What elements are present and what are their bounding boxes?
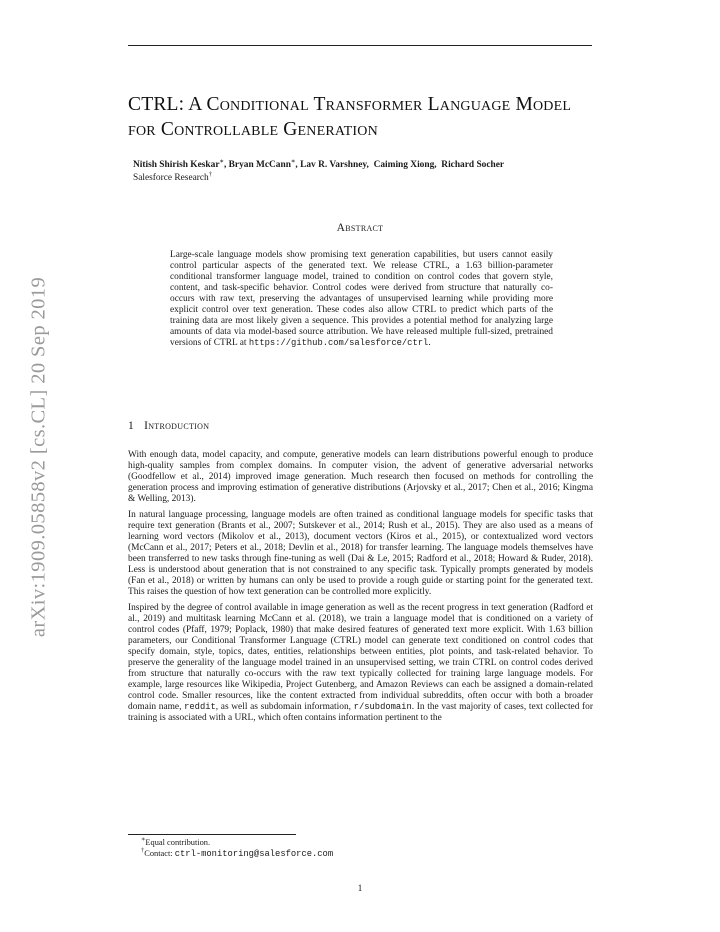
page-number: 1 bbox=[357, 884, 363, 894]
footnote-equal-contribution bbox=[141, 838, 333, 849]
affiliation-name: Salesforce Research bbox=[133, 173, 209, 183]
top-rule bbox=[128, 45, 592, 46]
paragraph-1: With enough data, model capacity, and compute, generative models can learn distributions powerful enough to produce high-quality samples from complex domains. In computer vision, the advent of generative adversarial networks (Goodfellow et al., 2014) improved image generation. Much research then focused on methods for controlling the generation process and improving estimation of generative distributions (Arjovsky et al., 2017; Chen et al., 2016; Kingma & Welling, 2013). bbox=[128, 450, 593, 504]
footnote-mark: ∗ bbox=[141, 836, 146, 844]
repo-link[interactable]: https://github.com/salesforce/ctrl bbox=[248, 338, 429, 348]
paragraph-3-part-b: , as well as subdomain information, bbox=[215, 702, 351, 712]
paragraph-3 bbox=[128, 603, 593, 724]
footnote-mark: † bbox=[141, 846, 145, 854]
author-name: Lav R. Varshney bbox=[300, 160, 367, 170]
paragraph-3-part-c: . In the vast majority of cases, text collected for training is associated with a URL, which often contains information pertinent to the bbox=[128, 702, 593, 723]
section-number: 1 bbox=[128, 420, 135, 432]
author-mark: ∗ bbox=[290, 157, 296, 165]
footnote-rule bbox=[128, 834, 296, 835]
section-heading bbox=[128, 420, 209, 432]
abstract-text: Large-scale language models show promising text generation capabilities, but users cannot easily control particular aspects of the generated text. We release CTRL, a 1.63 billion-parameter conditional transformer language model, trained to condition on control codes that govern style, content, and task-specific behavior. Control codes were derived from structure that naturally co-occurs with raw text, preserving the advantages of unsupervised learning while providing more explicit control over text generation. These codes also allow CTRL to predict which parts of the training data are most likely given a sequence. This provides a potential method for analyzing large amounts of data via model-based source attribution. We have released multiple full-sized, pretrained versions of CTRL at bbox=[170, 250, 553, 348]
contact-email[interactable]: ctrl-monitoring@salesforce.com bbox=[174, 848, 334, 859]
author-mark: ∗ bbox=[219, 157, 224, 165]
arxiv-identifier[interactable]: arXiv:1909.05858v2 [cs.CL] 20 Sep 2019 bbox=[27, 276, 50, 638]
author-name: Richard Socher bbox=[441, 160, 505, 170]
code-subdomain: r/subdomain bbox=[353, 702, 412, 712]
footnotes bbox=[141, 838, 333, 859]
paragraph-3-part-a: Inspired by the degree of control available in image generation as well as the recent progress in text generation (Radford et al., 2019) and multitask learning McCann et al. (2018), we train a language model that is conditioned on a variety of control codes (Pfaff, 1979; Poplack, 1980) that make desired features of generated text more explicit. With 1.63 billion parameters, our Conditional Transformer Language (CTRL) model can generate text conditioned on control codes that specify domain, style, topics, dates, entities, relationships between entities, plot points, and task-related behavior. To preserve the generality of the language model trained in an unsupervised setting, we train CTRL on control codes derived from structure that naturally co-occurs with the raw text typically collected for training large language models. For example, large resources like Wikipedia, Project Gutenberg, and Amazon Reviews can each be assigned a domain-related control code. Smaller resources, like the content extracted from individual subreddits, often occur with both a broader domain name, bbox=[128, 603, 593, 712]
affiliation-mark: † bbox=[208, 170, 212, 178]
section-title: Introduction bbox=[144, 420, 210, 432]
paragraph-2: In natural language processing, language models are often trained as conditional language models for specific tasks that require text generation (Brants et al., 2007; Sutskever et al., 2014; Rush et al., 2015). They are also used as a means of learning word vectors (Mikolov et al., 2013), document vectors (Kiros et al., 2015), or contextualized word vectors (McCann et al., 2017; Peters et al., 2018; Devlin et al., 2018) for transfer learning. The language models themselves have been transferred to new tasks through fine-tuning as well (Dai & Le, 2015; Radford et al., 2018; Howard & Ruder, 2018). Less is understood about generation that is not constrained to any specific task. Typically prompts generated by models (Fan et al., 2018) or written by humans can only be used to provide a rough guide or starting point for the generated text. This raises the question of how text generation can be controlled more explicitly. bbox=[128, 510, 593, 597]
code-reddit: reddit bbox=[184, 702, 216, 712]
footnote-text: Equal contribution. bbox=[145, 838, 211, 847]
introduction-body bbox=[128, 450, 593, 729]
abstract-end: . bbox=[428, 338, 431, 348]
affiliation bbox=[133, 170, 212, 183]
paper-title: CTRL: A Conditional Transformer Language Model for Controllable Generation bbox=[128, 94, 572, 140]
author-name: Caiming Xiong bbox=[373, 160, 435, 170]
abstract-body bbox=[170, 250, 553, 349]
author-list: Nitish Shirish Keskar∗, Bryan McCann∗, Lav R. Varshney, Caiming Xiong, Richard Socher bbox=[133, 157, 505, 170]
author-name: Bryan McCann bbox=[228, 160, 291, 170]
footnote-contact bbox=[141, 846, 334, 860]
author-name: Nitish Shirish Keskar bbox=[133, 160, 220, 170]
abstract-heading: Abstract bbox=[336, 222, 384, 234]
footnote-label: Contact: bbox=[144, 848, 173, 858]
